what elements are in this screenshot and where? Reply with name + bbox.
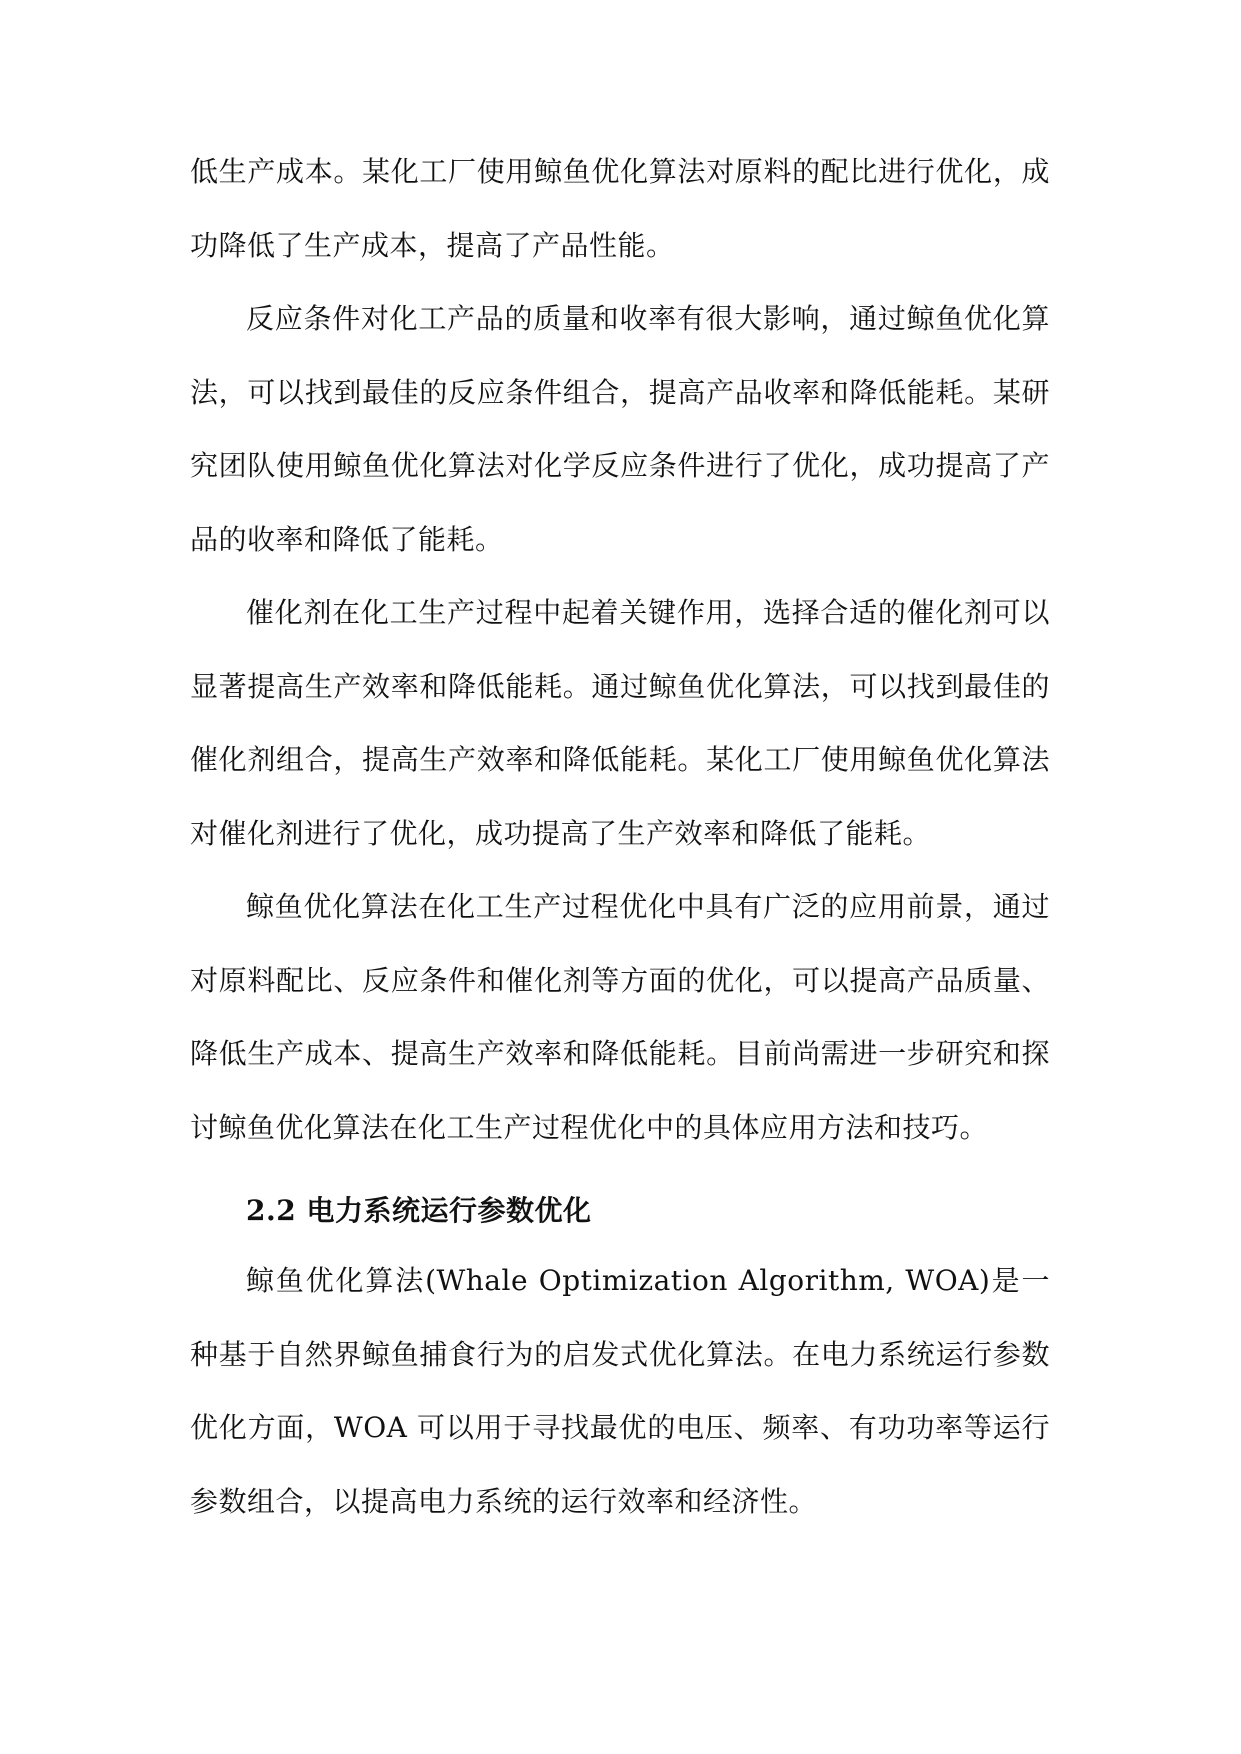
- document-body: [190, 135, 1050, 1538]
- paragraph-raw-material-cost: 低生产成本。某化工厂使用鲸鱼优化算法对原料的配比进行优化，成功降低了生产成本，提高了产品性能。: [190, 155, 1050, 262]
- paragraph-woa-power-system: 鲸鱼优化算法(Whale Optimization Algorithm, WOA)是一种基于自然界鲸鱼捕食行为的启发式优化算法。在电力系统运行参数优化方面，WOA 可以用于寻找最优的电压、频率、有功功率等运行参数组合，以提高电力系统的运行效率和经济性。: [190, 1264, 1050, 1518]
- paragraph-reaction-conditions: 反应条件对化工产品的质量和收率有很大影响，通过鲸鱼优化算法，可以找到最佳的反应条件组合，提高产品收率和降低能耗。某研究团队使用鲸鱼优化算法对化学反应条件进行了优化，成功提高了产品的收率和降低了能耗。: [190, 302, 1050, 556]
- paragraph-catalyst: 催化剂在化工生产过程中起着关键作用，选择合适的催化剂可以显著提高生产效率和降低能耗。通过鲸鱼优化算法，可以找到最佳的催化剂组合，提高生产效率和降低能耗。某化工厂使用鲸鱼优化算法对催化剂进行了优化，成功提高了生产效率和降低了能耗。: [190, 596, 1050, 850]
- section-heading: 2.2 电力系统运行参数优化: [246, 1194, 592, 1227]
- paragraph-chemical-summary: 鲸鱼优化算法在化工生产过程优化中具有广泛的应用前景，通过对原料配比、反应条件和催化剂等方面的优化，可以提高产品质量、降低生产成本、提高生产效率和降低能耗。目前尚需进一步研究和探讨鲸鱼优化算法在化工生产过程优化中的具体应用方法和技巧。: [190, 890, 1050, 1144]
